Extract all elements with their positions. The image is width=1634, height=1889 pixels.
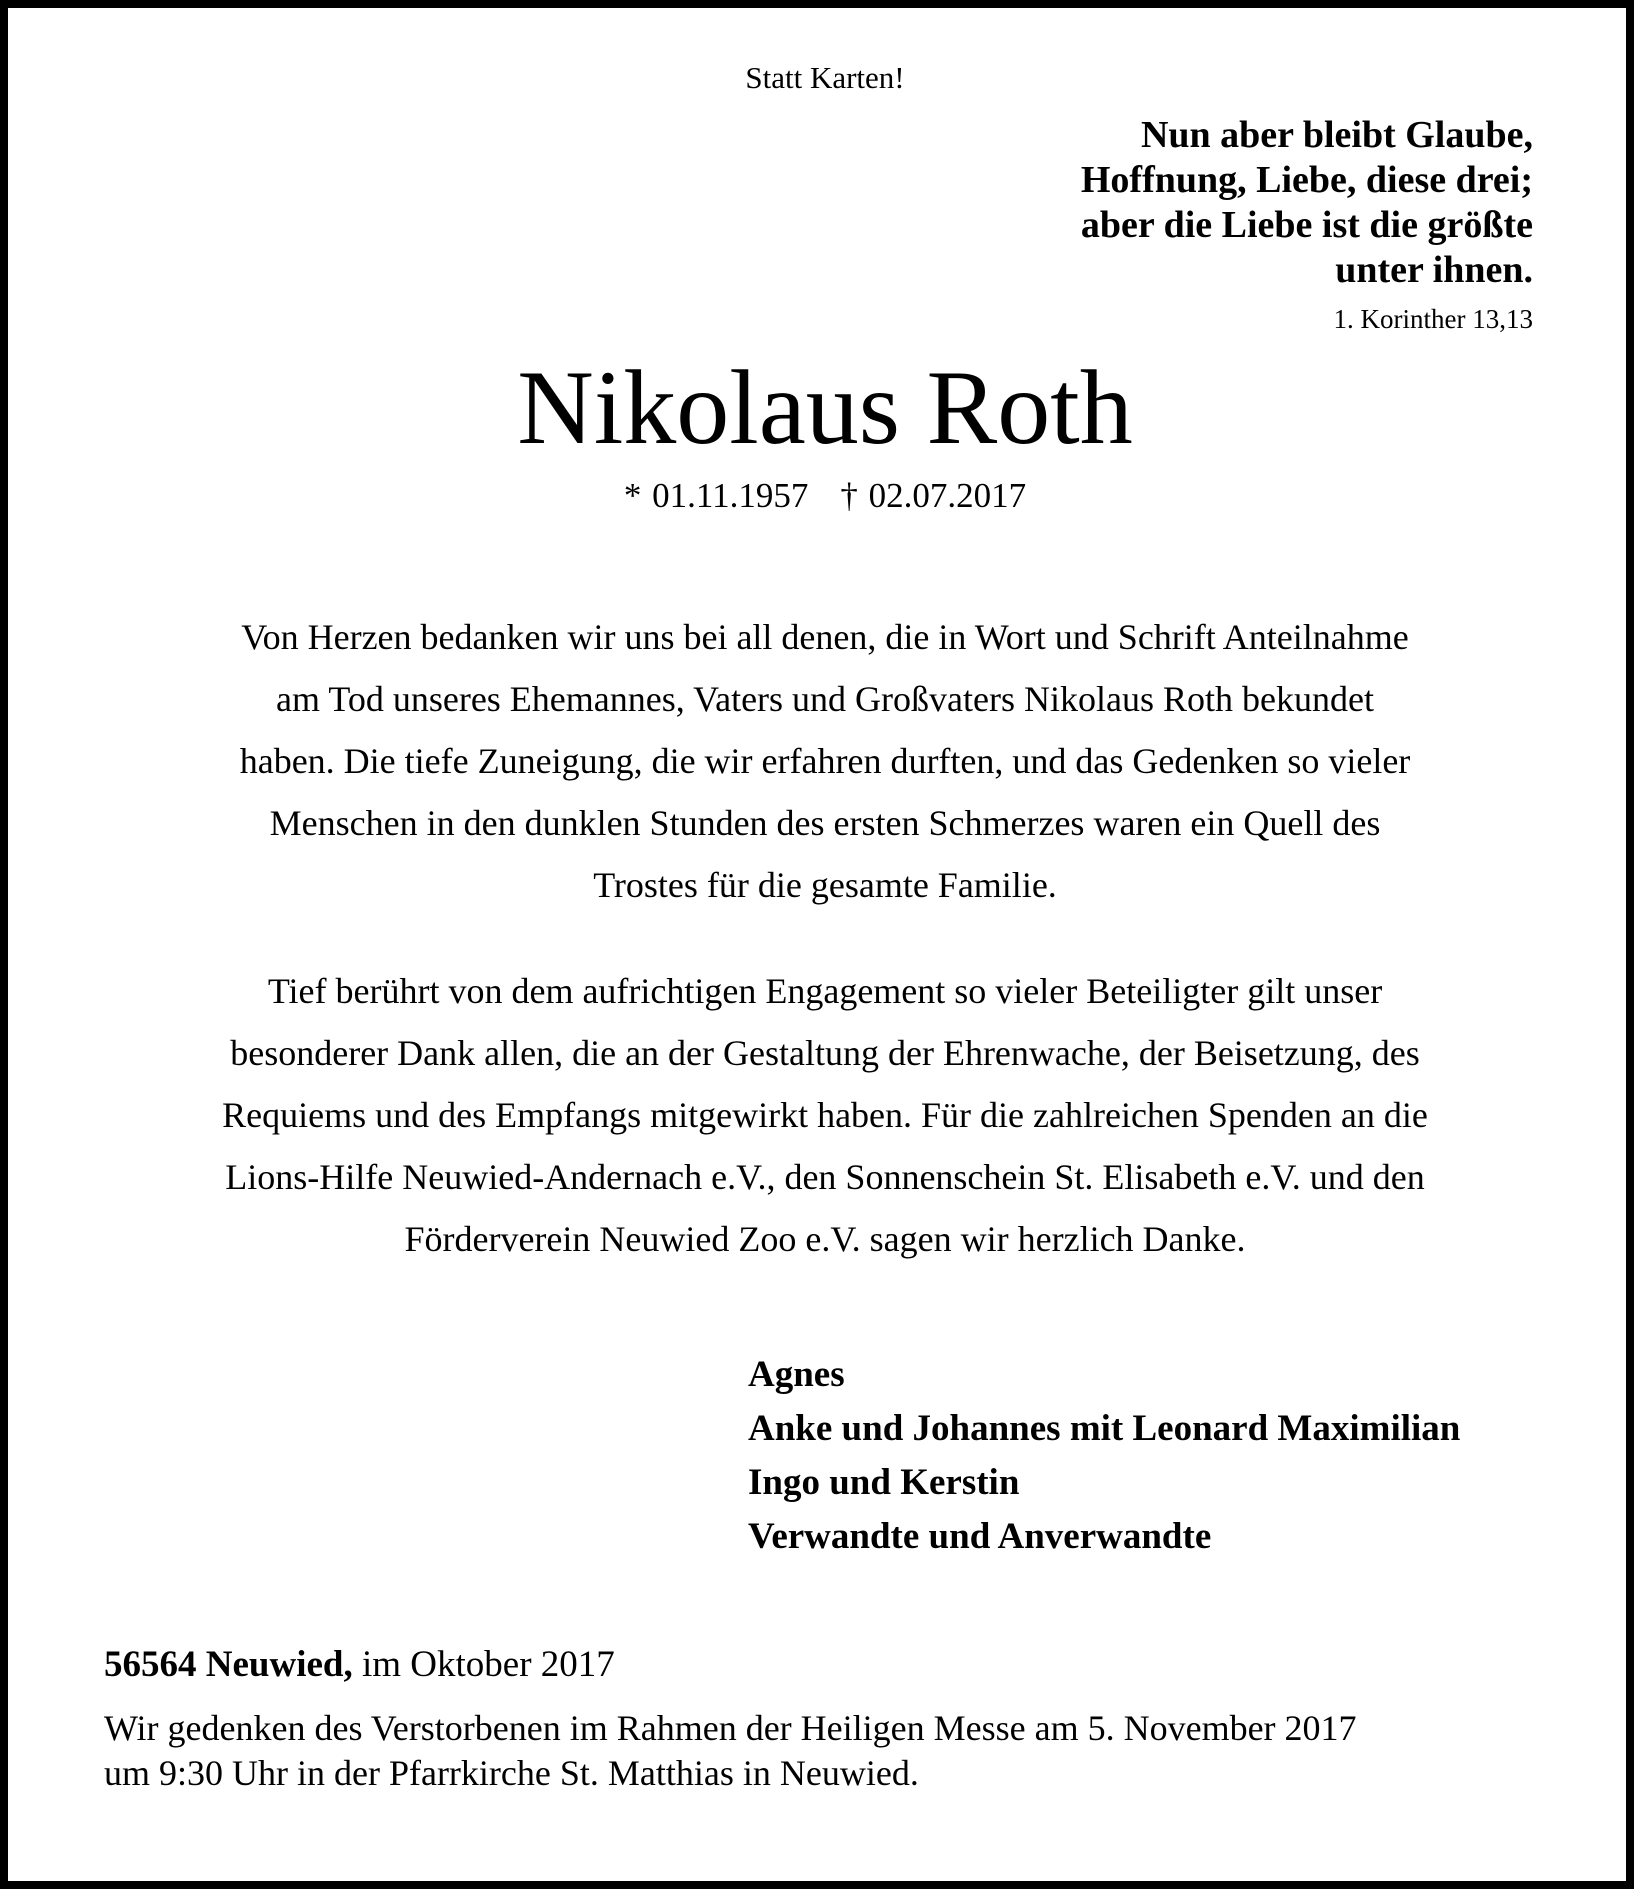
place-date-line: [104, 1643, 615, 1686]
birth-date: * 01.11.1957: [623, 476, 809, 515]
deceased-name: Nikolaus Roth: [517, 349, 1133, 466]
thanks-paragraph-1: [138, 606, 1512, 916]
paragraph-line: Förderverein Neuwied Zoo e.V. sagen wir herzlich Danke.: [404, 1219, 1246, 1259]
paragraph-line: am Tod unseres Ehemannes, Vaters und Großvaters Nikolaus Roth bekundet: [276, 679, 1374, 719]
bible-verse: [1081, 113, 1533, 293]
paragraph-line: Trostes für die gesamte Familie.: [593, 865, 1057, 905]
family-signers: [748, 1348, 1460, 1564]
death-date: † 02.07.2017: [840, 476, 1027, 515]
verse-line: unter ihnen.: [1335, 249, 1533, 291]
paragraph-line: Tief berührt von dem aufrichtigen Engagement so vieler Beteiligter gilt unser: [267, 971, 1383, 1011]
signer-name: Verwandte und Anverwandte: [748, 1516, 1212, 1557]
paragraph-line: Von Herzen bedanken wir uns bei all denen, die in Wort und Schrift Anteilnahme: [241, 617, 1409, 657]
statt-karten-heading: Statt Karten!: [745, 60, 905, 95]
paragraph-line: besonderer Dank allen, die an der Gestaltung der Ehrenwache, der Beisetzung, des: [230, 1033, 1420, 1073]
signer-name: Anke und Johannes mit Leonard Maximilian: [748, 1408, 1461, 1449]
paragraph-line: Lions-Hilfe Neuwied-Andernach e.V., den Sonnenschein St. Elisabeth e.V. und den: [225, 1157, 1425, 1197]
memorial-notice: [104, 1706, 1357, 1796]
signer-name: Agnes: [748, 1354, 845, 1395]
thanks-paragraph-2: [138, 960, 1512, 1270]
paragraph-line: Menschen in den dunklen Stunden des ersten Schmerzes waren ein Quell des: [269, 803, 1381, 843]
memorial-line: um 9:30 Uhr in der Pfarrkirche St. Matthias in Neuwied.: [104, 1753, 919, 1793]
memorial-line: Wir gedenken des Verstorbenen im Rahmen der Heiligen Messe am 5. November 2017: [104, 1708, 1357, 1748]
life-dates: [8, 476, 1634, 516]
paragraph-line: Requiems und des Empfangs mitgewirkt haben. Für die zahlreichen Spenden an die: [222, 1095, 1428, 1135]
date-text: im Oktober 2017: [361, 1644, 615, 1685]
verse-line: Hoffnung, Liebe, diese drei;: [1080, 159, 1533, 201]
paragraph-line: haben. Die tiefe Zuneigung, die wir erfahren durften, und das Gedenken so vieler: [239, 741, 1411, 781]
verse-reference: 1. Korinther 13,13: [1333, 304, 1533, 334]
place: 56564 Neuwied,: [104, 1644, 353, 1685]
verse-line: aber die Liebe ist die größte: [1080, 204, 1533, 246]
signer-name: Ingo und Kerstin: [748, 1462, 1020, 1503]
verse-line: Nun aber bleibt Glaube,: [1140, 114, 1533, 156]
